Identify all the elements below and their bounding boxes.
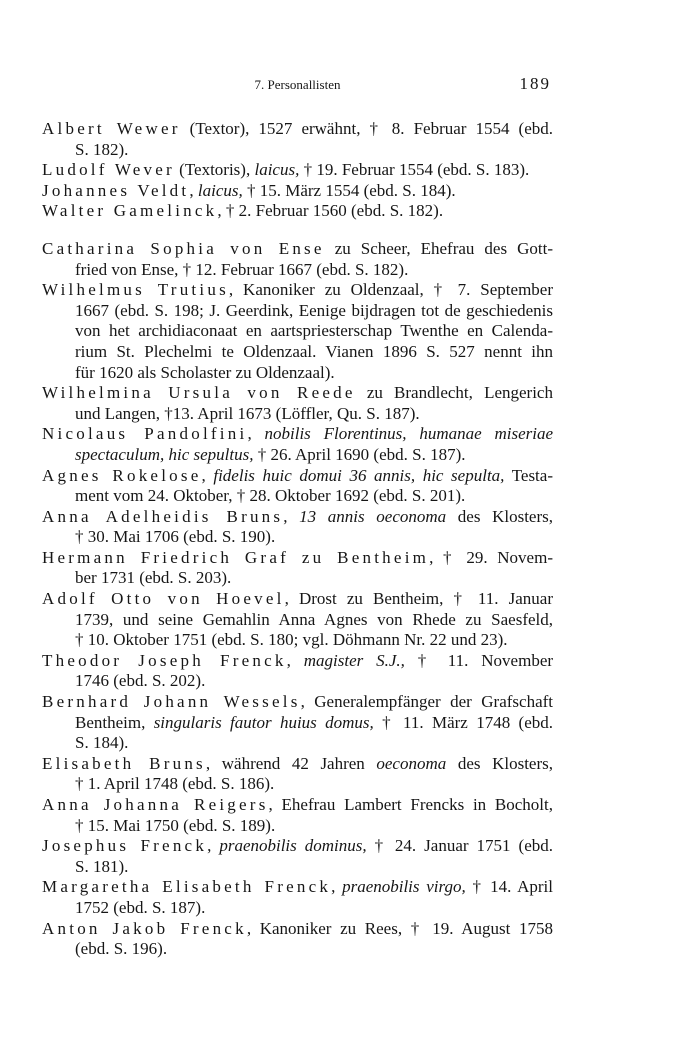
entry-text: S. 182). — [75, 139, 129, 159]
entry-text: des Klosters, — [446, 753, 553, 773]
entry-text: für 1620 als Scholaster zu Oldenzaal). — [75, 362, 335, 382]
latin-phrase: singularis fautor huius domus, — [153, 712, 374, 732]
entry-text: † 26. April 1690 (ebd. S. 187). — [253, 444, 466, 464]
register-block — [42, 239, 553, 960]
latin-phrase: 13 annis oeconoma — [299, 506, 447, 526]
entry-continuation-line — [42, 445, 553, 466]
latin-phrase: laicus, — [254, 160, 300, 180]
entry-text: fried von Ense, † 12. Februar 1667 (ebd. S. 182). — [75, 259, 409, 279]
person-name: Elisabeth Bruns — [42, 753, 206, 773]
entry-continuation-line — [42, 260, 553, 281]
latin-phrase: praenobilis dominus, — [219, 836, 367, 856]
entry-text: † 15. Mai 1750 (ebd. S. 189). — [75, 815, 276, 835]
entry-text: , — [286, 650, 304, 670]
entry-first-line — [42, 181, 553, 202]
entry-first-line — [42, 754, 553, 775]
entry-text: , — [247, 424, 265, 444]
register-entry — [42, 507, 553, 548]
entry-first-line — [42, 651, 553, 672]
entry-text: rium St. Plechelmi te Oldenzaal. Vianen 1896 S. 527 nennt ihn — [75, 341, 553, 361]
person-name: Catharina Sophia von Ense — [42, 238, 325, 258]
entry-text: , während 42 Jahren — [205, 753, 377, 773]
register-entry — [42, 795, 553, 836]
entry-text: , — [189, 180, 198, 200]
person-name: Ludolf Wever — [42, 160, 175, 180]
entry-first-line — [42, 919, 553, 940]
entry-text: (Textoris), — [174, 160, 255, 180]
latin-phrase: praenobilis virgo, — [342, 877, 466, 897]
entry-text: und Langen, †13. April 1673 (Löffler, Qu. S. 187). — [75, 403, 420, 423]
entry-text: 1739, und seine Gemahlin Anna Agnes von Rhede zu Saesfeld, — [75, 609, 553, 629]
entry-text: † 19. Februar 1554 (ebd. S. 183). — [299, 160, 530, 180]
person-name: Wilhelmina Ursula von Reede — [42, 383, 356, 403]
register-entry — [42, 383, 553, 424]
entry-text: ber 1731 (ebd. S. 203). — [75, 568, 232, 588]
entry-text: , Drost zu Bentheim, † 11. Januar — [284, 589, 553, 609]
entry-text: † 14. April — [465, 877, 553, 897]
entry-text: Testa- — [504, 465, 553, 485]
entry-first-line — [42, 692, 553, 713]
entry-continuation-line — [42, 486, 553, 507]
latin-phrase: laicus, — [197, 180, 243, 200]
entry-text: ment vom 24. Oktober, † 28. Oktober 1692 (ebd. S. 201). — [75, 486, 466, 506]
entry-text: von het archidiaconaat en aartspriesterschap Twenthe en Calenda- — [75, 321, 553, 341]
entry-text: zu Brandlecht, Lengerich — [355, 383, 553, 403]
entry-first-line — [42, 280, 553, 301]
entry-continuation-line — [42, 857, 553, 878]
register-entry — [42, 119, 553, 160]
latin-phrase: fidelis huic domui 36 annis, hic sepulta, — [213, 465, 505, 485]
entry-text: , Ehefrau Lambert Frencks in Bocholt, — [268, 795, 553, 814]
entry-continuation-line — [42, 301, 553, 322]
person-name: Agnes Rokelose — [42, 465, 202, 485]
entry-text: , Kanoniker zu Rees, † 19. August 1758 — [246, 918, 553, 938]
entry-text: , — [331, 877, 343, 897]
register-block — [42, 119, 553, 222]
entry-text: (Textor), 1527 erwähnt, † 8. Februar 1554 (ebd. — [180, 119, 553, 138]
entry-text: † 24. Januar 1751 (ebd. — [366, 836, 554, 856]
entry-first-line — [42, 201, 553, 222]
entry-continuation-line — [42, 527, 553, 548]
entry-text: , † 29. Novem- — [429, 547, 553, 567]
latin-phrase: oeconoma — [376, 753, 447, 773]
person-name: Albert Wewer — [42, 119, 181, 138]
register-entry — [42, 877, 553, 918]
entry-first-line — [42, 160, 553, 181]
entry-text: , Generalempfänger der Grafschaft — [300, 692, 553, 712]
person-name: Hermann Friedrich Graf zu Bentheim — [42, 547, 430, 567]
entry-first-line — [42, 466, 553, 487]
register-entry — [42, 754, 553, 795]
entry-first-line — [42, 507, 553, 528]
person-name: Anton Jakob Frenck — [42, 918, 247, 938]
person-name: Adolf Otto von Hoevel — [42, 589, 285, 609]
person-name: Wilhelmus Trutius — [42, 280, 229, 300]
personnel-register — [42, 119, 553, 960]
entry-first-line — [42, 795, 553, 816]
entry-text: Bentheim, — [75, 712, 154, 732]
entry-continuation-line — [42, 363, 553, 384]
latin-phrase: nobilis Florentinus, humanae miseriae — [264, 424, 554, 444]
entry-continuation-line — [42, 733, 553, 754]
register-entry — [42, 836, 553, 877]
entry-text: 1667 (ebd. S. 198; J. Geerdink, Eenige bijdragen tot de geschiedenis — [75, 300, 553, 320]
register-entry — [42, 280, 553, 383]
entry-continuation-line — [42, 713, 553, 734]
entry-continuation-line — [42, 774, 553, 795]
register-entry — [42, 692, 553, 754]
register-entry — [42, 160, 553, 181]
entry-first-line — [42, 119, 553, 140]
entry-continuation-line — [42, 568, 553, 589]
person-name: Anna Johanna Reigers — [42, 795, 269, 814]
person-name: Nicolaus Pandolfini — [42, 424, 248, 444]
entry-text: † 30. Mai 1706 (ebd. S. 190). — [75, 527, 276, 547]
latin-phrase: spectaculum, hic sepultus, — [75, 444, 254, 464]
entry-continuation-line — [42, 816, 553, 837]
person-name: Anna Adelheidis Bruns — [42, 506, 284, 526]
person-name: Walter Gamelinck — [42, 201, 218, 221]
entry-first-line — [42, 239, 553, 260]
entry-text: , — [201, 465, 214, 485]
entry-text: † 10. Oktober 1751 (ebd. S. 180; vgl. Döhmann Nr. 22 und 23). — [75, 630, 508, 650]
page-number: 189 — [519, 74, 551, 93]
person-name: Margaretha Elisabeth Frenck — [42, 877, 332, 897]
entry-continuation-line — [42, 342, 553, 363]
entry-continuation-line — [42, 404, 553, 425]
entry-continuation-line — [42, 610, 553, 631]
entry-text: 1746 (ebd. S. 202). — [75, 671, 206, 691]
entry-continuation-line — [42, 898, 553, 919]
person-name: Bernhard Johann Wessels — [42, 692, 301, 712]
entry-text: † 11. März 1748 (ebd. — [373, 712, 553, 732]
entry-continuation-line — [42, 630, 553, 651]
entry-text: , — [283, 506, 300, 526]
entry-first-line — [42, 589, 553, 610]
entry-text: , — [207, 836, 220, 856]
entry-text: 1752 (ebd. S. 187). — [75, 897, 206, 917]
register-entry — [42, 589, 553, 651]
entry-continuation-line — [42, 140, 553, 161]
entry-first-line — [42, 877, 553, 898]
person-name: Josephus Frenck — [42, 836, 208, 856]
register-entry — [42, 181, 553, 202]
register-entry — [42, 548, 553, 589]
entry-text: (ebd. S. 196). — [75, 939, 168, 959]
entry-continuation-line — [42, 671, 553, 692]
entry-text: † 11. November — [404, 650, 554, 670]
register-entry — [42, 919, 553, 960]
register-entry — [42, 466, 553, 507]
register-entry — [42, 201, 553, 222]
register-entry — [42, 424, 553, 465]
entry-text: S. 181). — [75, 856, 129, 876]
entry-first-line — [42, 424, 553, 445]
entry-first-line — [42, 836, 553, 857]
running-title: 7. Personallisten — [254, 77, 341, 92]
latin-phrase: magister S.J., — [303, 650, 405, 670]
register-entry — [42, 239, 553, 280]
entry-text: des Klosters, — [446, 506, 553, 526]
running-head — [42, 75, 553, 95]
entry-text: , Kanoniker zu Oldenzaal, † 7. September — [228, 280, 554, 300]
entry-continuation-line — [42, 939, 553, 960]
entry-text: † 15. März 1554 (ebd. S. 184). — [242, 180, 456, 200]
person-name: Johannes Veldt — [42, 180, 190, 200]
entry-text: S. 184). — [75, 733, 129, 753]
entry-continuation-line — [42, 321, 553, 342]
entry-text: zu Scheer, Ehefrau des Gott- — [324, 238, 553, 258]
register-entry — [42, 651, 553, 692]
entry-text: , † 2. Februar 1560 (ebd. S. 182). — [217, 201, 444, 221]
entry-first-line — [42, 548, 553, 569]
entry-first-line — [42, 383, 553, 404]
entry-text: † 1. April 1748 (ebd. S. 186). — [75, 774, 275, 794]
person-name: Theodor Joseph Frenck — [42, 650, 287, 670]
